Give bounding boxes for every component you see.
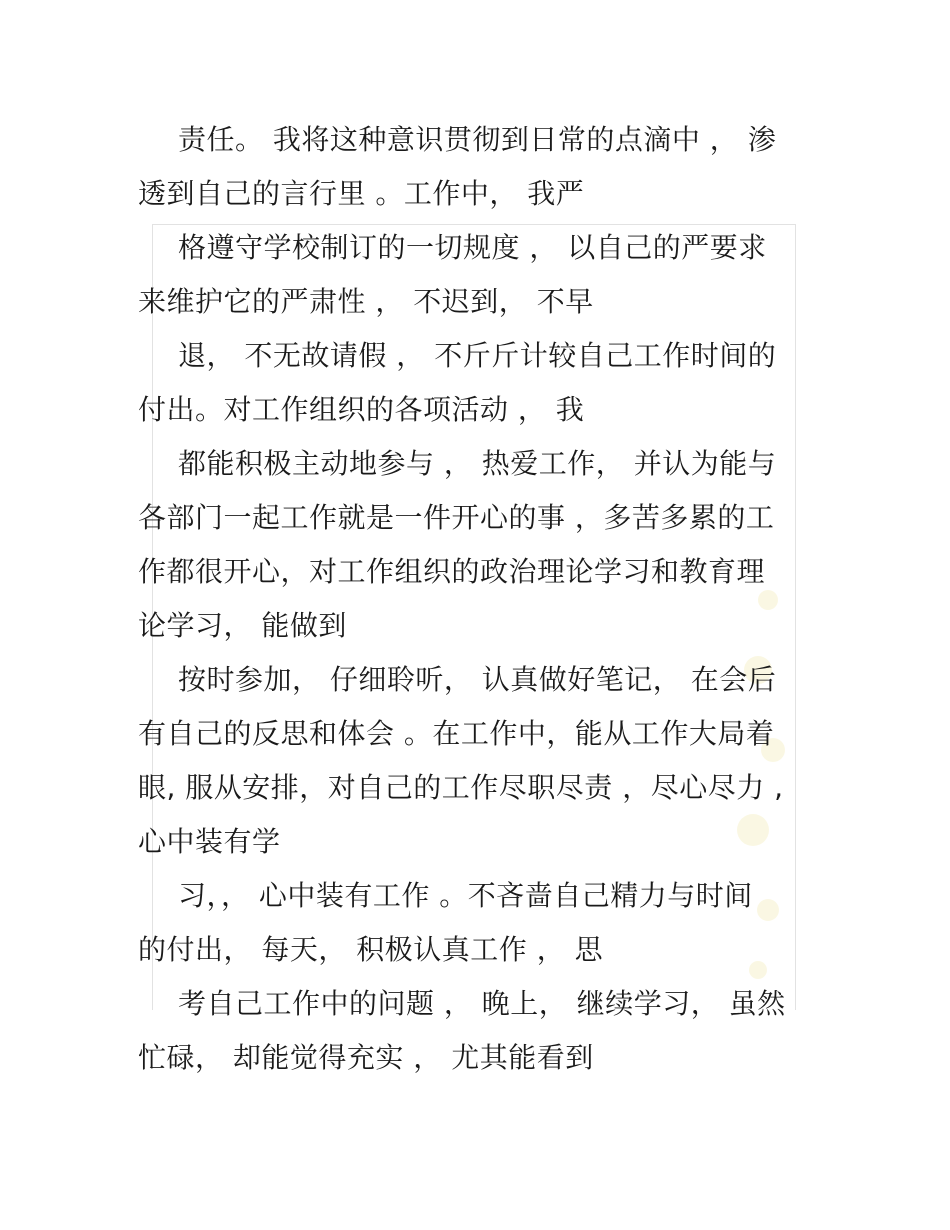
text-line-13: 眼, 服从安排，对自己的工作尽职尽责 ，尽心尽力 , <box>138 771 784 804</box>
text-line-11: 按时参加， 仔细聆听， 认真做好笔记， 在会后 <box>178 663 777 696</box>
text-line-14: 心中装有学 <box>138 825 281 858</box>
text-line-8: 各部门一起工作就是一件开心的事 ，多苦多累的工 <box>138 501 775 534</box>
text-line-6: 付出。对工作组织的各项活动 ， 我 <box>138 393 585 426</box>
text-line-5: 退， 不无故请假 ， 不斤斤计较自己工作时间的 <box>178 339 777 372</box>
text-line-12: 有自己的反思和体会 。在工作中，能从工作大局着 <box>138 717 775 750</box>
text-line-3: 格遵守学校制订的一切规度 ， 以自己的严要求 <box>178 231 767 264</box>
text-line-15: 习，， 心中装有工作 。不吝啬自己精力与时间 <box>178 879 753 912</box>
text-line-4: 来维护它的严肃性 ， 不迟到， 不早 <box>138 285 594 318</box>
text-line-9: 作都很开心，对工作组织的政治理论学习和教育理 <box>138 555 766 588</box>
frame-top-border <box>152 224 796 225</box>
text-line-10: 论学习， 能做到 <box>138 609 347 642</box>
text-line-17: 考自己工作中的问题 ， 晚上， 继续学习， 虽然 <box>178 987 786 1020</box>
text-line-2: 透到自己的言行里 。工作中， 我严 <box>138 177 585 210</box>
text-line-7: 都能积极主动地参与 ， 热爱工作， 并认为能与 <box>178 447 777 480</box>
text-line-18: 忙碌， 却能觉得充实 ， 尤其能看到 <box>138 1041 594 1074</box>
text-line-16: 的付出， 每天， 积极认真工作 ， 思 <box>138 933 604 966</box>
text-line-1: 责任。 我将这种意识贯彻到日常的点滴中 ， 渗 <box>178 123 777 156</box>
